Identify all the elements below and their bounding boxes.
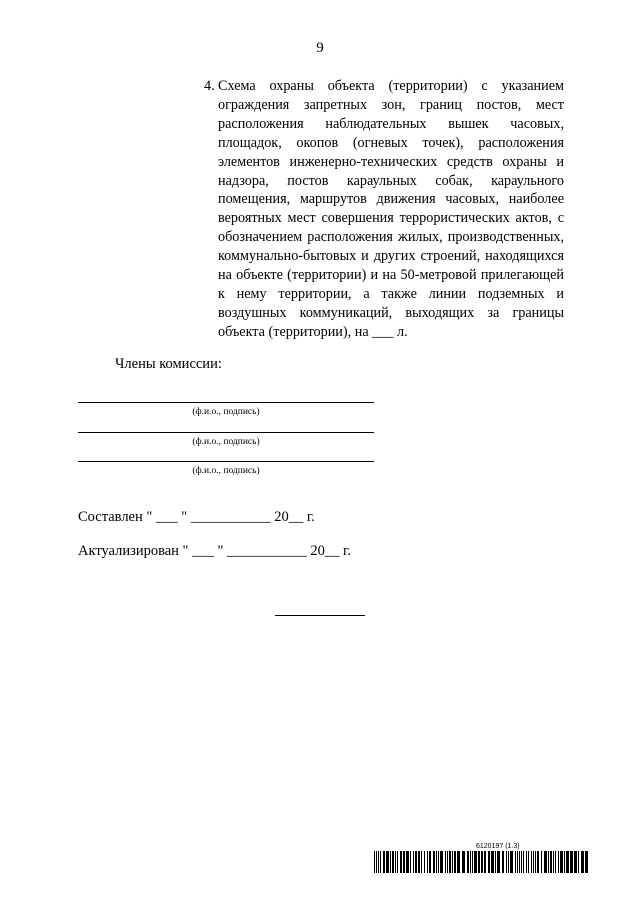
list-item-text: Схема охраны объекта (территории) с указанием ограждения запретных зон, границ постов, мест расположения наблюдательных вышек часовых, площадок, окопов (огневых точек), расположения элементов инженерно-технических средств охраны и надзора, постов караульных собак, караульного помещения, маршрутов движения часовых, наиболее вероятных мест совершения террористических актов, с обозначением расположения жилых, производственных, коммунально-бытовых и других строений, находящихся на объекте (территории) и на 50-метровой прилегающей к нему территории, а также линии подземных и воздушных коммуникаций, выходящих за границы объекта (территории), на ___ л. (218, 78, 564, 340)
barcode-image (374, 851, 590, 873)
list-item-number: 4. (204, 78, 215, 94)
signature-line (78, 432, 374, 433)
signature-block-3 (78, 461, 374, 476)
actualized-date-line: Актуализирован " ___ " ___________ 20__ г. (78, 543, 351, 559)
signature-caption: (ф.и.о., подпись) (192, 437, 260, 447)
signature-caption: (ф.и.о., подпись) (192, 407, 260, 417)
barcode-code: 6120197 (1.3) (476, 843, 520, 850)
compiled-date-line: Составлен " ___ " ___________ 20__ г. (78, 509, 315, 525)
signature-caption: (ф.и.о., подпись) (192, 466, 260, 476)
commission-members-label: Члены комиссии: (115, 356, 222, 372)
page-number: 9 (316, 40, 324, 56)
closing-rule (275, 615, 365, 616)
list-item-4 (204, 77, 564, 342)
signature-block-2 (78, 432, 374, 447)
signature-block-1 (78, 402, 374, 417)
signature-line (78, 461, 374, 462)
signature-line (78, 402, 374, 403)
